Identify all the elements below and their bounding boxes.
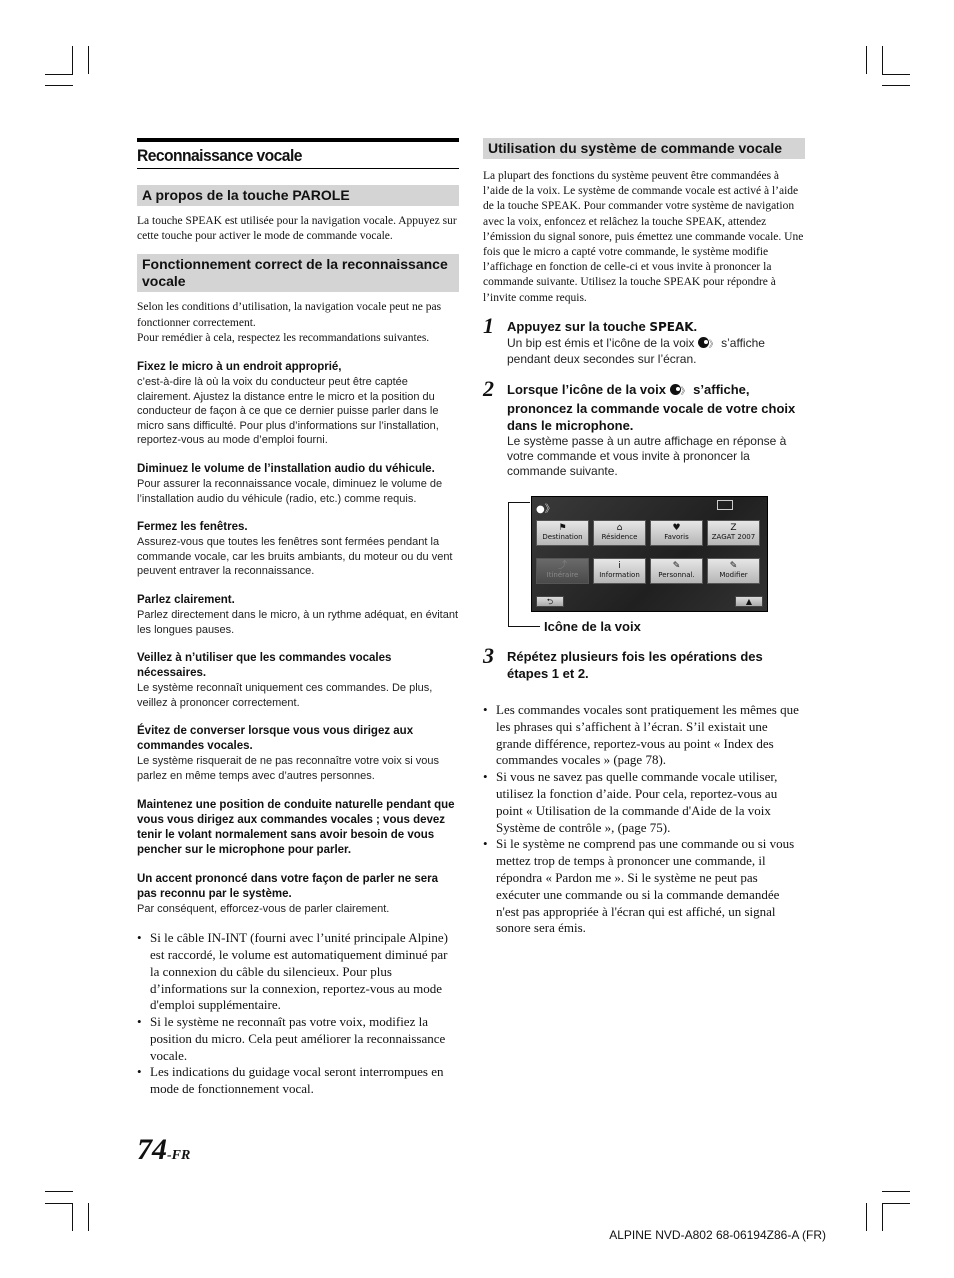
step-number: 3	[483, 643, 494, 668]
rule-heading: Évitez de converser lorsque vous vous dirigez aux commandes vocales.	[137, 725, 414, 753]
button-label: Personnal.	[658, 571, 695, 579]
rule-heading: Un accent prononcé dans votre façon de parler ne sera pas reconnu par le système.	[137, 872, 439, 900]
list-item: • Les commandes vocales sont pratiquement les mêmes que les phrases qui s’affichent à l’écran. S’il existait une grande différence, reportez-vous au point « Index des commandes vocales » (page 78).	[483, 702, 805, 769]
sound-wave-icon: 》	[708, 338, 718, 349]
section-heading-parole: A propos de la touche PAROLE	[137, 185, 459, 206]
rule-text: Pour assurer la reconnaissance vocale, diminuez le volume de l’installation audio du véhicule (radio, etc.) comme requis.	[137, 477, 443, 505]
map-button[interactable]	[735, 596, 763, 607]
step-text: Le système passe à un autre affichage en réponse à votre commande et vous invite à prononcer la commande suivante.	[507, 433, 787, 478]
rule-item	[137, 593, 459, 637]
rule-heading: Fermez les fenêtres.	[137, 521, 248, 534]
step-text-a: Un bip est émis et l’icône de la voix	[507, 335, 698, 350]
navigation-arrow-icon: ▲	[745, 597, 753, 606]
list-item: • Si le système ne comprend pas une commande ou si vous mettez trop de temps à prononcer une commande, il répondra « Pardon me ». Si le système ne peut pas exécuter une commande ou si la commande demandée n'est pas appropriée à l'écran qui est affiché, un signal sonore sera émis.	[483, 836, 805, 937]
rule-text: Le système risquerait de ne pas reconnaître votre voix si vous parlez en même temps avec d’autres personnes.	[137, 755, 440, 782]
button-label: Destination	[542, 533, 583, 541]
step-number: 2	[483, 375, 494, 401]
rule-heading: Veillez à n’utiliser que les commandes vocales nécessaires.	[137, 652, 392, 680]
page-number	[137, 1133, 190, 1167]
step-text	[507, 336, 805, 367]
intro-line-2: Pour remédier à cela, respectez les recommandations suivantes.	[137, 331, 430, 344]
step-heading-text-2: s’affiche, prononcez la commande vocale de votre choix dans le microphone.	[507, 381, 796, 433]
itineraire-button[interactable]	[536, 558, 589, 584]
destination-button[interactable]	[536, 520, 589, 546]
rule-text: Assurez-vous que toutes les fenêtres sont fermées pendant la commande vocale, car les bruits ambiants, du moteur ou du vent peuvent entraver la reconnaissance.	[137, 536, 453, 578]
right-notes	[483, 702, 805, 937]
voice-icon	[698, 337, 709, 348]
zagat-icon: Z	[730, 523, 737, 533]
step-heading-text: Lorsque l’icône de la voix	[507, 381, 670, 397]
list-item: • Si le système ne reconnaît pas votre voix, modifiez la position du micro. Cela peut améliorer la reconnaissance vocale.	[137, 1014, 459, 1064]
page-title: Reconnaissance vocale	[137, 146, 302, 165]
screen-caption: Icône de la voix	[544, 619, 641, 634]
page-suffix: -FR	[167, 1148, 191, 1163]
personnal-button[interactable]	[650, 558, 703, 584]
step-1	[483, 312, 805, 367]
rule-heading: Maintenez une position de conduite naturelle pendant que vous vous dirigez aux commandes vocales ; vous devez tenir le volant normalement sans avoir besoin de vous pencher sur le microphone pour parler.	[137, 798, 455, 856]
information-button[interactable]	[593, 558, 646, 584]
voice-icon	[670, 384, 681, 395]
rule-text: Par conséquent, efforcez-vous de parler clairement.	[137, 902, 390, 915]
favoris-button[interactable]	[650, 520, 703, 546]
rule-heading: Diminuez le volume de l’installation audio du véhicule.	[137, 462, 435, 475]
screen-voice-icon: ●》	[536, 504, 555, 515]
button-label: Information	[599, 571, 640, 579]
step-heading	[507, 381, 805, 434]
modifier-button[interactable]	[707, 558, 760, 584]
list-item: • Les indications du guidage vocal seront interrompues en mode de fonctionnement vocal.	[137, 1064, 459, 1098]
rule-item	[137, 651, 459, 710]
sound-wave-icon: 》	[680, 385, 690, 396]
rule-text: Parlez directement dans le micro, à un rythme adéquat, en évitant les longues pauses.	[137, 608, 459, 636]
residence-button[interactable]	[593, 520, 646, 546]
rule-item	[137, 798, 459, 858]
return-arrow-icon: ⮌	[546, 597, 554, 606]
route-icon: ⤴	[557, 561, 567, 571]
rule-item	[137, 872, 459, 917]
pencil-icon: ✎	[729, 561, 738, 571]
document-reference: ALPINE NVD-A802 68-06194Z86-A (FR)	[609, 1228, 826, 1242]
list-item: • Si vous ne savez pas quelle commande vocale utiliser, utilisez la fonction d’aide. Pour cela, reportez-vous au point « Utilisation de la commande d'Aide de la voix Système de contrôle », (page 75).	[483, 769, 805, 836]
step-heading	[507, 318, 805, 336]
rule-item	[137, 724, 459, 783]
left-column	[137, 138, 459, 1098]
wrench-icon: ✎	[672, 561, 681, 571]
rule-text: c’est-à-dire là où la voix du conducteur peut être captée clairement. Ajustez la distance entre le micro et la position du conducteur de façon à ce que ce dernier puisse parler dans le micro sans difficulté. Pour plus d’informations sur l’installation, reportez-vous au mode d’emploi fourni.	[137, 376, 439, 447]
home-icon: ⌂	[616, 523, 623, 533]
list-item: • Si le câble IN-INT (fourni avec l’unité principale Alpine) est raccordé, le volume est automatiquement diminué par la connexion du câble du silencieux. Pour plus d’informations sur la connexion, reportez-vous au mode d'emploi supplémentaire.	[137, 930, 459, 1014]
step-3	[483, 643, 805, 682]
left-notes	[137, 930, 459, 1098]
utilisation-intro: La plupart des fonctions du système peuvent être commandées à l’aide de la voix. Le système de commande vocale est activé à l’aide de la touche SPEAK. Pour commander votre système de navigation avec la voix, enfoncez et relâchez la touche SPEAK, attendez l’émission du signal sonore, puis émettez une commande vocale. Une fois que le micro a capté votre commande, le système modifie l’affichage en fonction de celle-ci et vous invite à prononcer la commande suivante. Utilisez la touche SPEAK pour répondre à l’invite comme requis.	[483, 170, 804, 304]
speak-key-label: SPEAK	[649, 319, 694, 334]
rule-item	[137, 360, 459, 448]
right-lower	[483, 643, 805, 937]
section-heading-fonctionnement: Fonctionnement correct de la reconnaissance vocale	[137, 254, 459, 292]
rule-text: Le système reconnaît uniquement ces commandes. De plus, veillez à prononcer correctement.	[137, 682, 433, 709]
button-label: Itinéraire	[546, 571, 579, 579]
right-column	[483, 138, 805, 479]
navigation-screen	[531, 496, 768, 612]
zagat-button[interactable]	[707, 520, 760, 546]
rule-item	[137, 520, 459, 579]
step-heading-text: Appuyez sur la touche	[507, 318, 650, 334]
step-heading: Répétez plusieurs fois les opérations des étapes 1 et 2.	[507, 649, 763, 681]
rule-heading: Fixez le micro à un endroit approprié,	[137, 361, 342, 374]
button-label: Résidence	[601, 533, 638, 541]
heart-icon: ♥	[672, 523, 681, 533]
screen-display-icon[interactable]	[717, 500, 733, 510]
page-title-block	[137, 138, 459, 169]
return-button[interactable]	[536, 596, 564, 607]
info-icon: i	[618, 561, 621, 571]
intro-line-1: Selon les conditions d’utilisation, la navigation vocale peut ne pas fonctionner correctement.	[137, 301, 442, 329]
rule-item	[137, 462, 459, 506]
page-number-value: 74	[137, 1133, 167, 1166]
parole-text: La touche SPEAK est utilisée pour la navigation vocale. Appuyez sur cette touche pour activer le mode de commande vocale.	[137, 215, 457, 243]
rule-heading: Parlez clairement.	[137, 593, 235, 606]
button-label: ZAGAT 2007	[711, 533, 756, 541]
step-heading-end: .	[693, 318, 698, 334]
flag-icon: ⚑	[558, 523, 567, 533]
button-label: Modifier	[719, 571, 748, 579]
step-number: 1	[483, 312, 494, 338]
recommendations	[137, 360, 459, 916]
button-label: Favoris	[664, 533, 689, 541]
step-text-b: s’affiche pendant deux secondes sur l’écran.	[507, 335, 765, 366]
section-heading-utilisation: Utilisation du système de commande vocale	[483, 138, 805, 159]
fonctionnement-intro	[137, 300, 459, 346]
step-2	[483, 375, 805, 479]
